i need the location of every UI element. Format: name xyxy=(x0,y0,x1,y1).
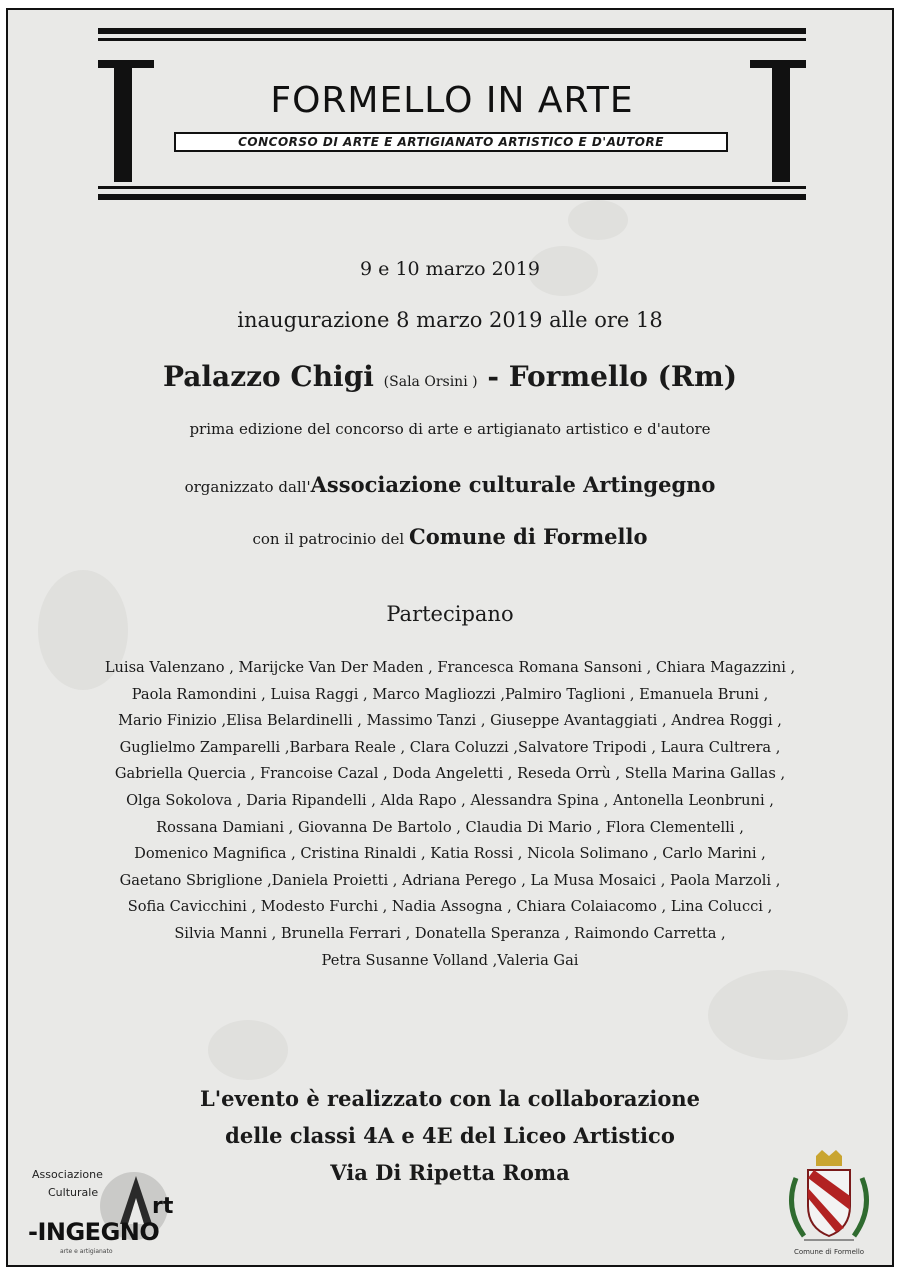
organizer-prefix: organizzato dall' xyxy=(184,478,311,496)
venue-city: - Formello (Rm) xyxy=(487,360,738,393)
page-title: FORMELLO IN ARTE xyxy=(270,80,634,121)
participants-row: Silvia Manni , Brunella Ferrari , Donatella Speranza , Raimondo Carretta , xyxy=(174,924,726,942)
patron-line xyxy=(8,524,892,549)
paper-stain xyxy=(208,1020,288,1080)
organizer-line xyxy=(8,472,892,497)
venue-main: Palazzo Chigi xyxy=(162,360,374,393)
left-pillar xyxy=(114,60,132,182)
participants-row: Gaetano Sbriglione ,Daniela Proietti , Adriana Perego , La Musa Mosaici , Paola Marzoli , xyxy=(119,871,781,889)
header-top-thin-bar xyxy=(98,38,806,41)
logo-left-art: rt xyxy=(152,1194,174,1219)
poster xyxy=(6,8,894,1267)
right-pillar xyxy=(772,60,790,182)
logo-left-name: -INGEGNO xyxy=(28,1218,160,1246)
participants-row: Olga Sokolova , Daria Ripandelli , Alda Rapo , Alessandra Spina , Antonella Leonbruni , xyxy=(126,791,774,809)
credits-line: delle classi 4A e 4E del Liceo Artistico xyxy=(225,1123,675,1148)
comune-formello-crest xyxy=(774,1148,884,1260)
event-dates: 9 e 10 marzo 2019 xyxy=(360,258,540,280)
patron-prefix: con il patrocinio del xyxy=(252,530,409,548)
logo-left-line2: Culturale xyxy=(48,1186,99,1199)
header-top-bar xyxy=(98,28,806,34)
participants-row: Mario Finizio ,Elisa Belardinelli , Massimo Tanzi , Giuseppe Avantaggiati , Andrea Roggi , xyxy=(118,712,782,730)
logo-left-line1: Associazione xyxy=(32,1168,103,1181)
credits-line: L'evento è realizzato con la collaborazione xyxy=(199,1086,701,1111)
header-bottom-bar xyxy=(98,194,806,200)
participants-list xyxy=(28,655,872,974)
page-subtitle: CONCORSO DI ARTE E ARTIGIANATO ARTISTICO E D'AUTORE xyxy=(174,132,728,152)
edition-text: prima edizione del concorso di arte e artigianato artistico e d'autore xyxy=(189,420,711,438)
patron-name: Comune di Formello xyxy=(409,524,648,549)
venue-room: (Sala Orsini ) xyxy=(383,374,478,390)
organizer-name: Associazione culturale Artingegno xyxy=(310,472,716,497)
header-bottom-thin-bar xyxy=(98,186,806,189)
artingegno-logo xyxy=(24,1158,184,1258)
crest-icon xyxy=(774,1148,884,1248)
venue xyxy=(8,360,892,393)
paper-stain xyxy=(708,970,848,1060)
crest-caption: Comune di Formello xyxy=(793,1248,865,1256)
participants-row: Guglielmo Zamparelli ,Barbara Reale , Clara Coluzzi ,Salvatore Tripodi , Laura Cultrera , xyxy=(119,738,781,756)
header-banner xyxy=(98,28,806,208)
participants-row: Sofia Cavicchini , Modesto Furchi , Nadia Assogna , Chiara Colaiacomo , Lina Colucci , xyxy=(127,898,773,916)
participants-row: Petra Susanne Volland ,Valeria Gai xyxy=(321,951,579,969)
participants-row: Paola Ramondini , Luisa Raggi , Marco Magliozzi ,Palmiro Taglioni , Emanuela Bruni , xyxy=(131,685,769,703)
participants-row: Rossana Damiani , Giovanna De Bartolo , Claudia Di Mario , Flora Clementelli , xyxy=(156,818,744,836)
participants-row: Gabriella Quercia , Francoise Cazal , Doda Angeletti , Reseda Orrù , Stella Marina Gallas , xyxy=(114,765,786,783)
participants-row: Luisa Valenzano , Marijcke Van Der Maden , Francesca Romana Sansoni , Chiara Magazzini , xyxy=(104,659,796,676)
participants-row: Domenico Magnifica , Cristina Rinaldi , Katia Rossi , Nicola Solimano , Carlo Marini , xyxy=(134,845,766,863)
credits-line: Via Di Ripetta Roma xyxy=(330,1160,570,1185)
participants-title: Partecipano xyxy=(386,602,514,626)
inauguration-info: inaugurazione 8 marzo 2019 alle ore 18 xyxy=(237,308,663,332)
logo-left-tagline: arte e artigianato xyxy=(60,1248,113,1255)
